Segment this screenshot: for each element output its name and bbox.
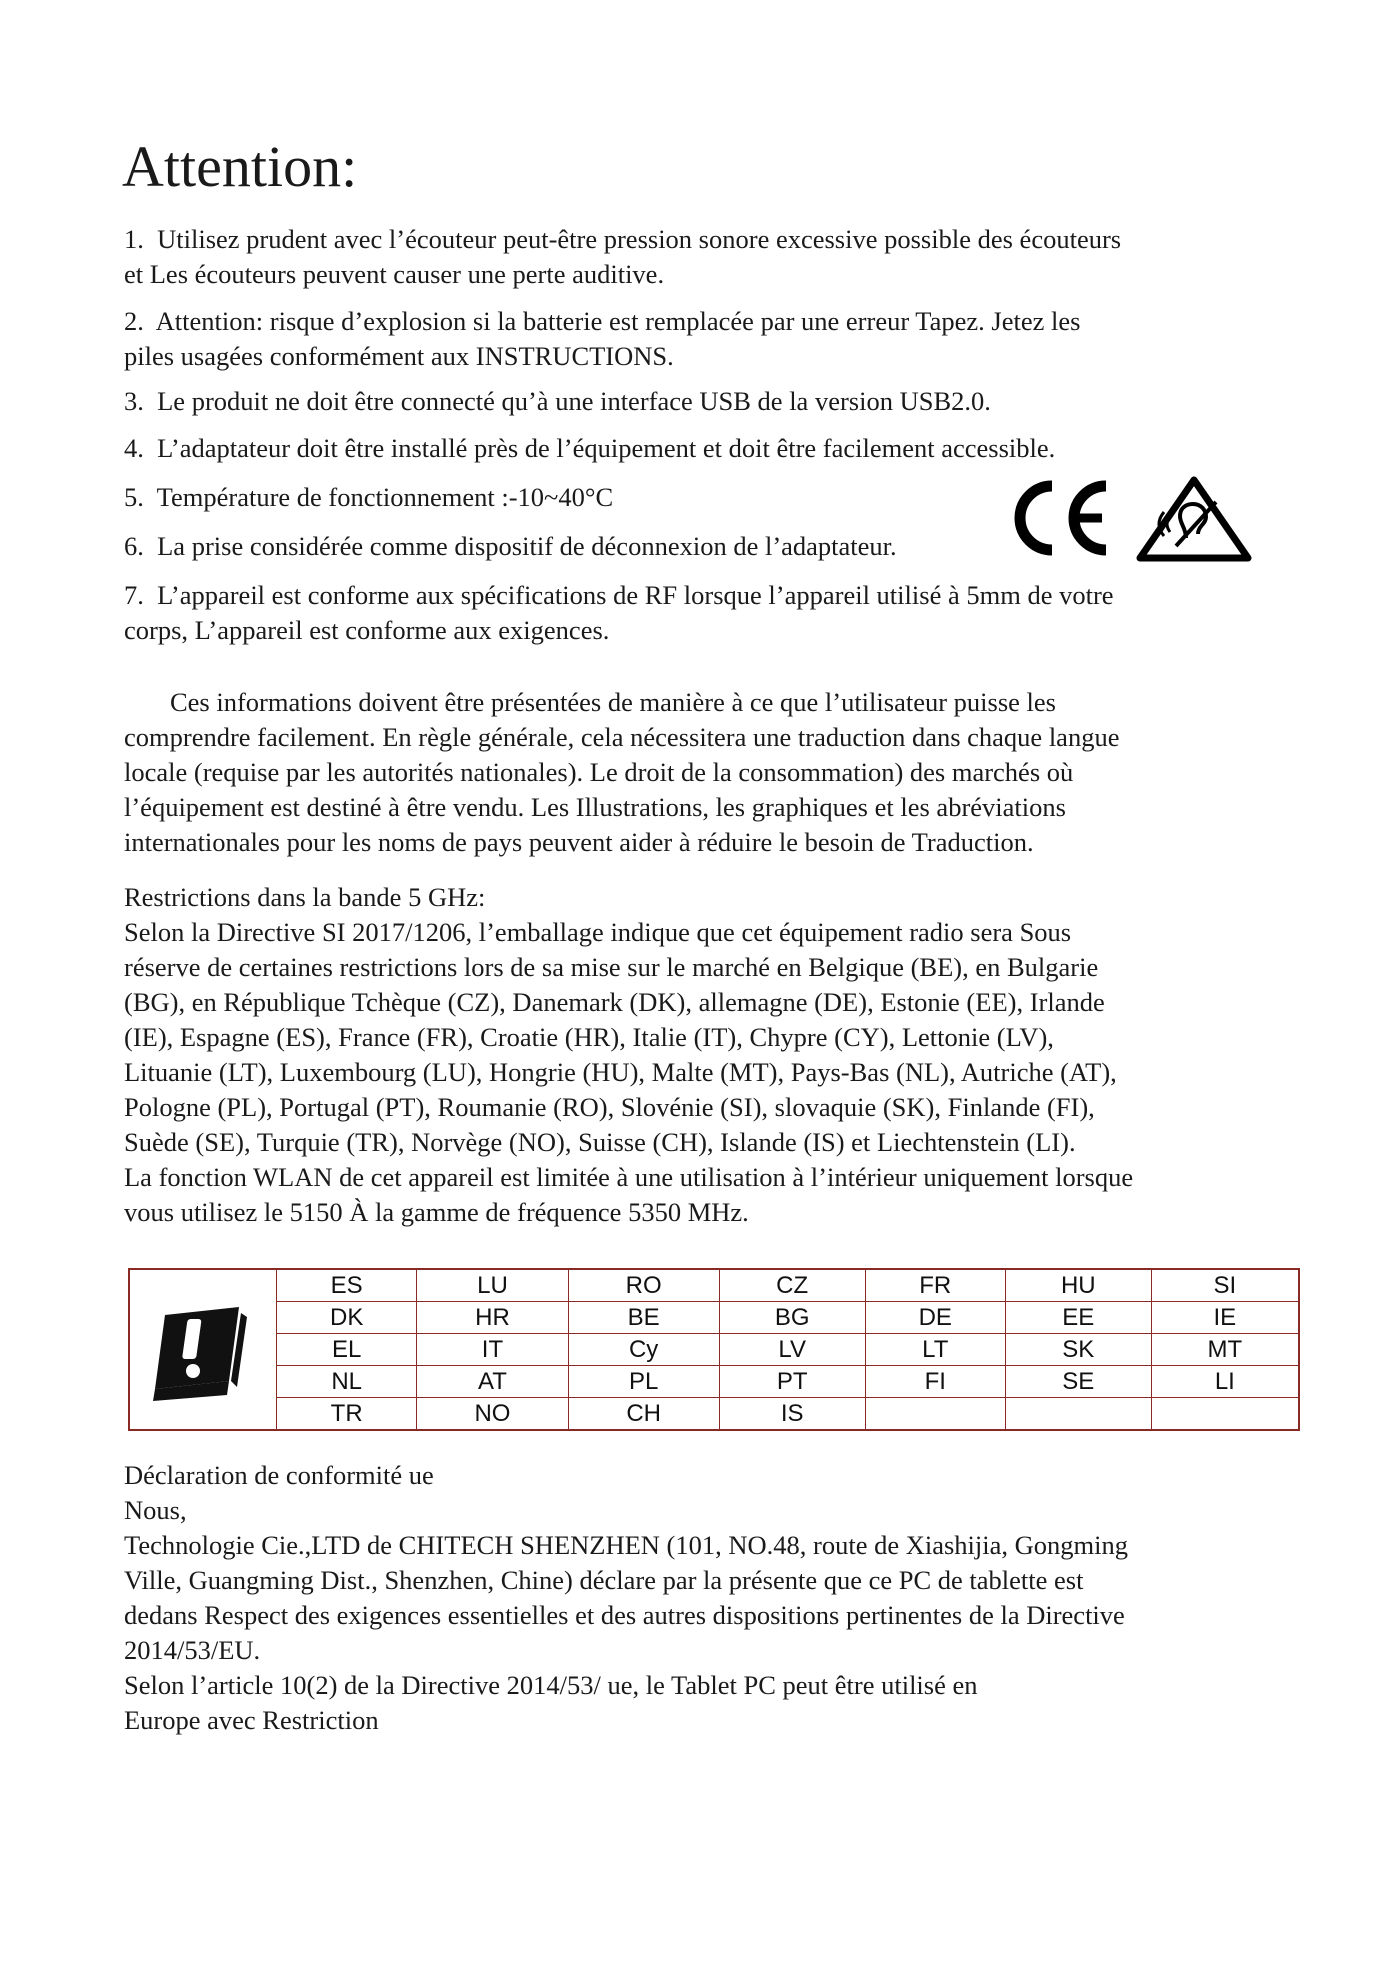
- country-code-cell: RO: [568, 1269, 719, 1302]
- country-code-cell: DE: [865, 1302, 1005, 1334]
- country-restriction-table: [128, 1268, 1300, 1431]
- info-line-4: l’équipement est destiné à être vendu. Les Illustrations, les graphiques et les abréviations: [124, 792, 1066, 822]
- declaration-line-1: Nous,: [124, 1495, 187, 1525]
- info-line-2: comprendre facilement. En règle générale, cela nécessitera une traduction dans chaque langue: [124, 722, 1120, 752]
- item-2-line-2: piles usagées conformément aux INSTRUCTIONS.: [124, 341, 674, 371]
- country-code-cell: MT: [1151, 1334, 1299, 1366]
- declaration-line-4: dedans Respect des exigences essentielles et des autres dispositions pertinentes de la Directive: [124, 1600, 1125, 1630]
- declaration-line-6: Selon l’article 10(2) de la Directive 2014/53/ ue, le Tablet PC peut être utilisé en: [124, 1670, 978, 1700]
- country-code-cell: NL: [277, 1366, 417, 1398]
- country-code-cell: CH: [568, 1398, 719, 1431]
- country-code-cell: EL: [277, 1334, 417, 1366]
- table-row: [129, 1366, 1299, 1398]
- country-code-cell: SK: [1005, 1334, 1151, 1366]
- certification-marks: [1010, 472, 1270, 564]
- declaration-title: Déclaration de conformité ue: [124, 1460, 434, 1490]
- restrictions-line-6: Pologne (PL), Portugal (PT), Roumanie (RO), Slovénie (SI), slovaquie (SK), Finlande (FI),: [124, 1092, 1095, 1122]
- country-code-cell: BG: [719, 1302, 865, 1334]
- warning-book-icon: [143, 1295, 263, 1405]
- declaration-line-3: Ville, Guangming Dist., Shenzhen, Chine) déclare par la présente que ce PC de tablette est: [124, 1565, 1084, 1595]
- item-6: 6. La prise considérée comme dispositif de déconnexion de l’adaptateur.: [124, 531, 897, 561]
- country-code-cell: FI: [865, 1366, 1005, 1398]
- country-code-cell: AT: [417, 1366, 568, 1398]
- restrictions-line-3: (BG), en République Tchèque (CZ), Danemark (DK), allemagne (DE), Estonie (EE), Irlande: [124, 987, 1105, 1017]
- restrictions-line-4: (IE), Espagne (ES), France (FR), Croatie (HR), Italie (IT), Chypre (CY), Lettonie (LV),: [124, 1022, 1054, 1052]
- country-code-cell: PT: [719, 1366, 865, 1398]
- item-1-line-1: 1. Utilisez prudent avec l’écouteur peut-être pression sonore excessive possible des écouteurs: [124, 224, 1122, 254]
- country-code-cell: TR: [277, 1398, 417, 1431]
- country-code-cell: BE: [568, 1302, 719, 1334]
- country-code-cell: NO: [417, 1398, 568, 1431]
- restrictions-line-1: Selon la Directive SI 2017/1206, l’emballage indique que cet équipement radio sera Sous: [124, 917, 1072, 947]
- country-code-cell: DK: [277, 1302, 417, 1334]
- country-code-cell: LV: [719, 1334, 865, 1366]
- item-5: 5. Température de fonctionnement :-10~40°C: [124, 482, 614, 512]
- restrictions-heading: Restrictions dans la bande 5 GHz:: [124, 882, 486, 912]
- country-code-cell: [1151, 1398, 1299, 1431]
- item-7-line-2: corps, L’appareil est conforme aux exigences.: [124, 615, 610, 645]
- country-code-cell: LU: [417, 1269, 568, 1302]
- country-code-cell: [1005, 1398, 1151, 1431]
- country-code-cell: HU: [1005, 1269, 1151, 1302]
- item-1-line-2: et Les écouteurs peuvent causer une perte auditive.: [124, 259, 665, 289]
- country-code-cell: FR: [865, 1269, 1005, 1302]
- restrictions-line-7: Suède (SE), Turquie (TR), Norvège (NO), Suisse (CH), Islande (IS) et Liechtenstein (LI).: [124, 1127, 1076, 1157]
- warning-book-cell: [129, 1269, 277, 1430]
- country-code-cell: Cy: [568, 1334, 719, 1366]
- country-code-cell: LT: [865, 1334, 1005, 1366]
- restrictions-line-9: vous utilisez le 5150 À la gamme de fréquence 5350 MHz.: [124, 1197, 749, 1227]
- table-row: [129, 1269, 1299, 1302]
- country-code-cell: IS: [719, 1398, 865, 1431]
- item-7-line-1: 7. L’appareil est conforme aux spécifications de RF lorsque l’appareil utilisé à 5mm de votre: [124, 580, 1114, 610]
- country-code-cell: PL: [568, 1366, 719, 1398]
- info-line-1: Ces informations doivent être présentées de manière à ce que l’utilisateur puisse les: [170, 687, 1056, 717]
- country-code-cell: EE: [1005, 1302, 1151, 1334]
- declaration-line-7: Europe avec Restriction: [124, 1705, 379, 1735]
- country-code-cell: [865, 1398, 1005, 1431]
- country-code-cell: IT: [417, 1334, 568, 1366]
- page-title: Attention:: [122, 134, 358, 199]
- item-2-line-1: 2. Attention: risque d’explosion si la batterie est remplacée par une erreur Tapez. Jetez les: [124, 306, 1081, 336]
- item-3: 3. Le produit ne doit être connecté qu’à une interface USB de la version USB2.0.: [124, 386, 991, 416]
- table-row: [129, 1334, 1299, 1366]
- restrictions-line-5: Lituanie (LT), Luxembourg (LU), Hongrie (HU), Malte (MT), Pays-Bas (NL), Autriche (AT),: [124, 1057, 1117, 1087]
- country-code-cell: HR: [417, 1302, 568, 1334]
- hearing-warning-icon: [1140, 480, 1248, 558]
- declaration-line-5: 2014/53/EU.: [124, 1635, 261, 1665]
- country-code-cell: IE: [1151, 1302, 1299, 1334]
- info-line-5: internationales pour les noms de pays peuvent aider à réduire le besoin de Traduction.: [124, 827, 1034, 857]
- country-code-cell: CZ: [719, 1269, 865, 1302]
- country-code-cell: SI: [1151, 1269, 1299, 1302]
- country-code-cell: ES: [277, 1269, 417, 1302]
- country-code-cell: LI: [1151, 1366, 1299, 1398]
- item-4: 4. L’adaptateur doit être installé près de l’équipement et doit être facilement accessible.: [124, 433, 1056, 463]
- declaration-line-2: Technologie Cie.,LTD de CHITECH SHENZHEN (101, NO.48, route de Xiashijia, Gongming: [124, 1530, 1129, 1560]
- table-row: [129, 1302, 1299, 1334]
- country-code-cell: SE: [1005, 1366, 1151, 1398]
- restrictions-line-8: La fonction WLAN de cet appareil est limitée à une utilisation à l’intérieur uniquement lorsque: [124, 1162, 1134, 1192]
- table-row: [129, 1398, 1299, 1431]
- info-line-3: locale (requise par les autorités nationales). Le droit de la consommation) des marchés où: [124, 757, 1074, 787]
- ce-mark-icon: [1020, 486, 1106, 550]
- restrictions-line-2: réserve de certaines restrictions lors de sa mise sur le marché en Belgique (BE), en Bulgarie: [124, 952, 1099, 982]
